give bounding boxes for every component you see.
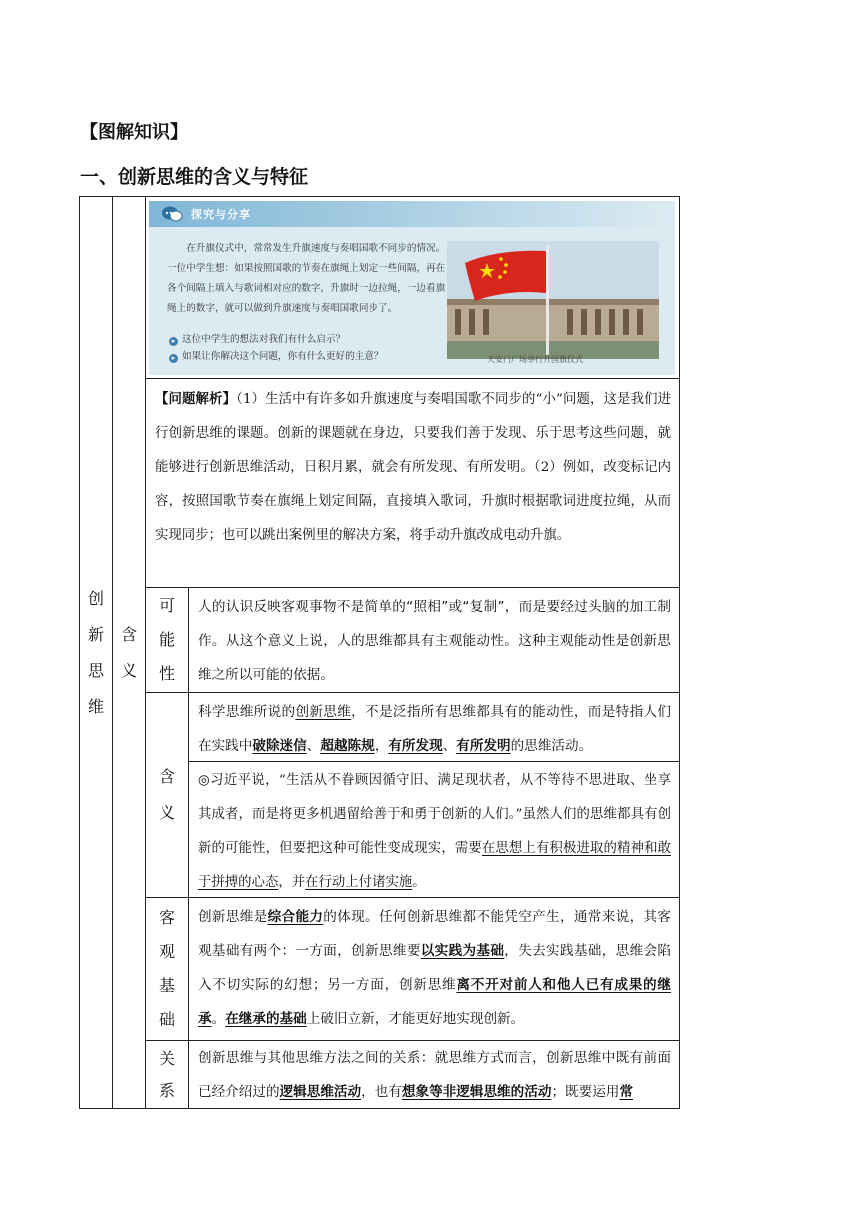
char: 新 <box>87 624 104 644</box>
text: 上破旧立新，才能更好地实现创新。 <box>306 1011 525 1027</box>
char: 创 <box>87 588 104 608</box>
key-term: 有所发现 <box>388 738 443 754</box>
text: ◎习近平说，“生活从不眷顾因循守旧、满足现状者，从不等待不思进取、坐享其成者，而是将更多机遇留给善于和勇于创新的人们。”虽然人们的思维都具有创新的可能性，但要把这种可能性变成现实，需要 <box>198 773 671 856</box>
text: 、 <box>442 738 457 754</box>
relation-text <box>188 1040 680 1109</box>
char: 思 <box>87 660 104 680</box>
char: 性 <box>158 664 175 683</box>
text: 。 <box>211 1011 226 1027</box>
possibility-text: 人的认识反映客观事物不是简单的“照相”或“复制”，而是要经过头脑的加工制作。从这个意义上说，人的思维都具有主观能动性。这种主观能动性是创新思维之所以可能的依据。 <box>188 587 680 693</box>
meaning-quote <box>188 761 680 898</box>
text: ，也有 <box>361 1084 402 1100</box>
char: 义 <box>158 803 175 822</box>
key-term: 综合能力 <box>267 909 324 925</box>
explore-share-banner <box>149 201 675 375</box>
char: 义 <box>120 660 137 680</box>
char: 维 <box>87 696 104 716</box>
col-label-meaning <box>112 196 146 1109</box>
topic-heading: 一、创新思维的含义与特征 <box>80 166 309 188</box>
text: ；既要运用 <box>551 1084 620 1100</box>
key-term: 在思想上有积极进取的精神和敢于拼搏的心态 <box>198 841 671 890</box>
text: 的思维活动。 <box>510 738 593 754</box>
banner-question <box>169 348 383 363</box>
text: ， <box>374 738 389 754</box>
key-term: 有所发明 <box>456 738 511 754</box>
question-text: 如果让你解决这个问题，你有什么更好的主意？ <box>182 351 384 362</box>
char: 可 <box>158 596 175 615</box>
text: 创新思维与其他思维方法之间的关系：就思维方式而言，创新思维中既有前面已经介绍过的 <box>198 1050 671 1100</box>
char: 观 <box>158 942 175 961</box>
text: 科学思维所说的 <box>198 704 296 720</box>
key-term: 以实践为基础 <box>420 943 505 959</box>
key-term: 想象等非逻辑思维的活动 <box>401 1084 552 1100</box>
photo-caption: 天安门广场举行升国旗仪式 <box>487 355 583 364</box>
question-text: 这位中学生的想法对我们有什么启示？ <box>182 334 346 345</box>
char: 含 <box>158 767 175 786</box>
key-term: 超越陈规 <box>320 738 375 754</box>
text: ，并 <box>278 875 306 890</box>
row-label-objective-basis <box>145 897 189 1041</box>
key-term: 逻辑思维活动 <box>279 1084 362 1100</box>
text: 、 <box>306 738 321 754</box>
col-label-innovative-thinking <box>79 196 113 1109</box>
text: 。 <box>412 875 426 890</box>
meaning-definition <box>188 692 680 762</box>
char: 客 <box>158 908 175 927</box>
objective-basis-text <box>188 897 680 1041</box>
char: 系 <box>158 1080 175 1100</box>
text: 的体现。任何创新思维都不能凭空产生，通常来说，其客观基础有两个：一方面，创新思维要 <box>198 909 672 959</box>
key-term: 常 <box>619 1084 633 1100</box>
char: 能 <box>158 630 175 649</box>
discussion-icon <box>161 205 183 223</box>
text: ，失去实践基础，思维会陷入不切实际的幻想；另一方面，创新思维 <box>198 943 672 993</box>
key-term: 在行动上付诸实施 <box>305 875 413 890</box>
key-term: 在继承的基础 <box>225 1011 307 1027</box>
analysis-label: 【问题解析】 <box>155 391 237 407</box>
char: 关 <box>158 1048 175 1068</box>
key-term: 离不开对前人和他人已有成果的继承 <box>198 977 672 1027</box>
banner-question <box>169 331 345 346</box>
row-label-relation <box>145 1040 189 1109</box>
banner-title: 探究与分享 <box>191 208 251 221</box>
banner-story: 在升旗仪式中，常常发生升旗速度与奏唱国歌不同步的情况。一位中学生想：如果按照国歌的节奏在旗绳上划定一些间隔，再在各个间隔上填入与歌词相对应的数字，升旗时一边拉绳，一边看旗绳上的数字，就可以做到升旗速度与奏唱国歌同步了。 <box>167 243 446 314</box>
arrow-bullet-icon: ▸ <box>169 354 178 363</box>
key-term: 破除迷信 <box>252 738 307 754</box>
text: ，不是泛指所有思维都具有的能动性，而是特指人们在实践中 <box>198 704 672 754</box>
flag-raising-photo <box>447 241 659 359</box>
key-term: 创新思维 <box>295 704 352 720</box>
text: 创新思维是 <box>198 909 268 925</box>
arrow-bullet-icon: ▸ <box>169 337 178 346</box>
row-label-meaning <box>145 692 189 898</box>
section-heading: 【图解知识】 <box>80 122 188 143</box>
char: 础 <box>158 1010 175 1029</box>
row-label-possibility <box>145 587 189 693</box>
analysis-text: （1）生活中有许多如升旗速度与奏唱国歌不同步的“小”问题，这是我们进行创新思维的课题。创新的课题就在身边，只要我们善于发现、乐于思考这些问题，就能够进行创新思维活动，日积月累，就会有所发现、有所发明。（2）例如，改变标记内容，按照国歌节奏在旗绳上划定间隔，直接填入歌词，升旗时根据歌词进度拉绳，从而实现同步；也可以跳出案例里的解决方案，将手动升旗改成电动升旗。 <box>155 392 672 543</box>
problem-analysis <box>145 378 680 588</box>
char: 含 <box>120 624 137 644</box>
char: 基 <box>158 976 175 995</box>
